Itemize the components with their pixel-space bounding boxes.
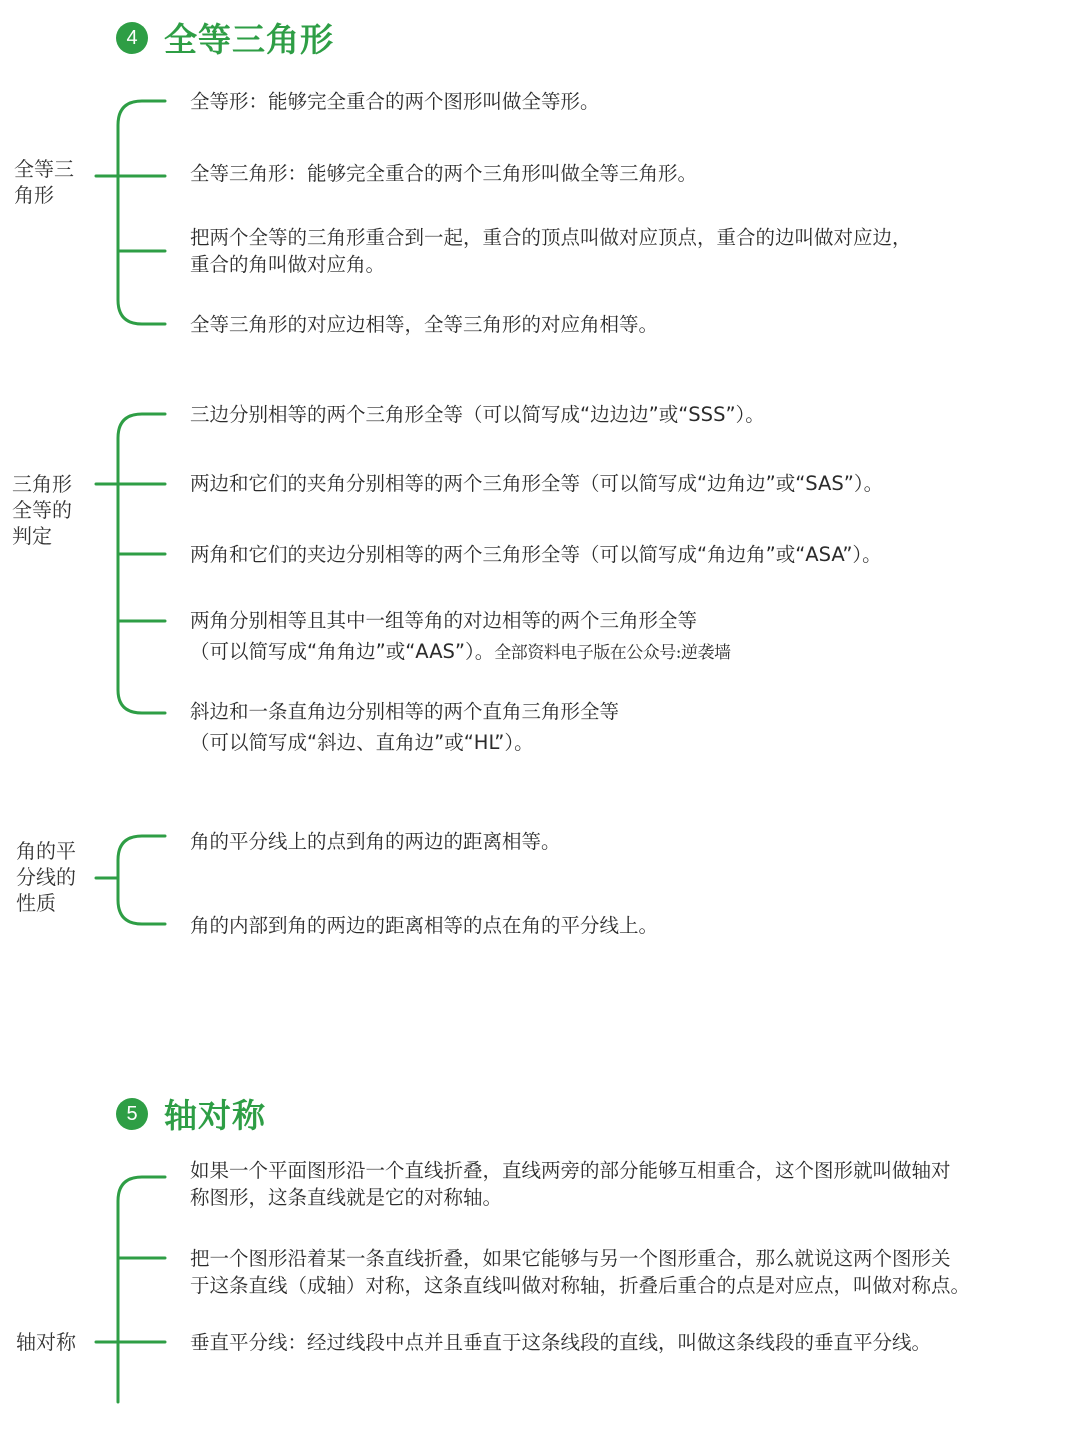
item-correspondence-def <box>190 224 912 278</box>
item-hl <box>190 698 619 756</box>
item-line: 重合的角叫做对应角。 <box>190 253 386 276</box>
item-axisymmetric-figure-def <box>190 1157 951 1211</box>
label-line: 全等三 <box>14 157 74 181</box>
item-line: 如果一个平面图形沿一个直线折叠，直线两旁的部分能够互相重合，这个图形就叫做轴对 <box>190 1159 951 1182</box>
label-line: 轴对称 <box>16 1330 76 1354</box>
label-line: 三角形 <box>12 472 72 496</box>
bracket-group-5 <box>118 1177 165 1402</box>
item-line: 垂直平分线：经过线段中点并且垂直于这条线段的直线，叫做这条线段的垂直平分线。 <box>190 1331 932 1354</box>
item-perpendicular-bisector-def <box>190 1329 931 1356</box>
item-line: 把一个图形沿着某一条直线折叠，如果它能够与另一个图形重合，那么就说这两个图形关 <box>190 1247 951 1270</box>
watermark-note: 全部资料电子版在公众号:逆袭墙 <box>494 643 731 663</box>
label-line: 全等的 <box>12 498 72 522</box>
item-sas <box>190 470 883 497</box>
section-title: 轴对称 <box>164 1096 266 1135</box>
item-line: 把两个全等的三角形重合到一起，重合的顶点叫做对应顶点，重合的边叫做对应边， <box>190 226 912 249</box>
item-symmetric-about-line-def <box>190 1245 970 1299</box>
bracket-group-2 <box>118 414 165 713</box>
item-aas <box>190 607 731 667</box>
label-line: 角的平 <box>16 839 76 863</box>
item-line: 称图形，这条直线就是它的对称轴。 <box>190 1186 503 1209</box>
group-label-congruence-criteria <box>12 471 72 549</box>
section-number-badge: 5 <box>116 1098 148 1130</box>
item-line: 全等三角形：能够完全重合的两个三角形叫做全等三角形。 <box>190 162 698 185</box>
bracket-group-1 <box>118 101 165 324</box>
group-label-angle-bisector <box>16 838 76 916</box>
item-bisector-property <box>190 828 561 855</box>
label-line: 性质 <box>16 891 56 915</box>
section-5-header <box>116 1090 266 1137</box>
item-line: 两角和它们的夹边分别相等的两个三角形全等（可以简写成“角边角”或“ASA”）。 <box>190 543 882 566</box>
item-correspondence-property <box>190 311 658 338</box>
item-line: 两角分别相等且其中一组等角的对边相等的两个三角形全等 <box>190 609 698 632</box>
item-line-text: （可以简写成“角角边”或“AAS”）。 <box>190 640 495 663</box>
item-line: （可以简写成“斜边、直角边”或“HL”）。 <box>190 731 534 754</box>
label-line: 判定 <box>12 524 52 548</box>
item-asa <box>190 541 882 568</box>
bracket-group-3 <box>118 836 165 924</box>
section-title: 全等三角形 <box>164 20 334 59</box>
item-line: 全等三角形的对应边相等，全等三角形的对应角相等。 <box>190 313 659 336</box>
label-line: 角形 <box>14 183 54 207</box>
item-sss <box>190 401 765 428</box>
item-line: 三边分别相等的两个三角形全等（可以简写成“边边边”或“SSS”）。 <box>190 403 765 426</box>
item-congruent-triangle-def <box>190 160 697 187</box>
item-line: 于这条直线（成轴）对称，这条直线叫做对称轴，折叠后重合的点是对应点，叫做对称点。 <box>190 1274 971 1297</box>
item-bisector-converse <box>190 912 658 939</box>
section-number-badge: 4 <box>116 22 148 54</box>
item-line: 斜边和一条直角边分别相等的两个直角三角形全等 <box>190 700 620 723</box>
item-congruent-figure-def <box>190 88 600 115</box>
item-line: 角的内部到角的两边的距离相等的点在角的平分线上。 <box>190 914 659 937</box>
label-line: 分线的 <box>16 865 76 889</box>
group-label-axial-symmetry <box>16 1329 76 1355</box>
group-label-congruent-triangles <box>14 156 74 208</box>
item-line: 全等形：能够完全重合的两个图形叫做全等形。 <box>190 90 600 113</box>
item-line: 角的平分线上的点到角的两边的距离相等。 <box>190 830 561 853</box>
item-line <box>190 638 731 667</box>
item-line: 两边和它们的夹角分别相等的两个三角形全等（可以简写成“边角边”或“SAS”）。 <box>190 472 884 495</box>
